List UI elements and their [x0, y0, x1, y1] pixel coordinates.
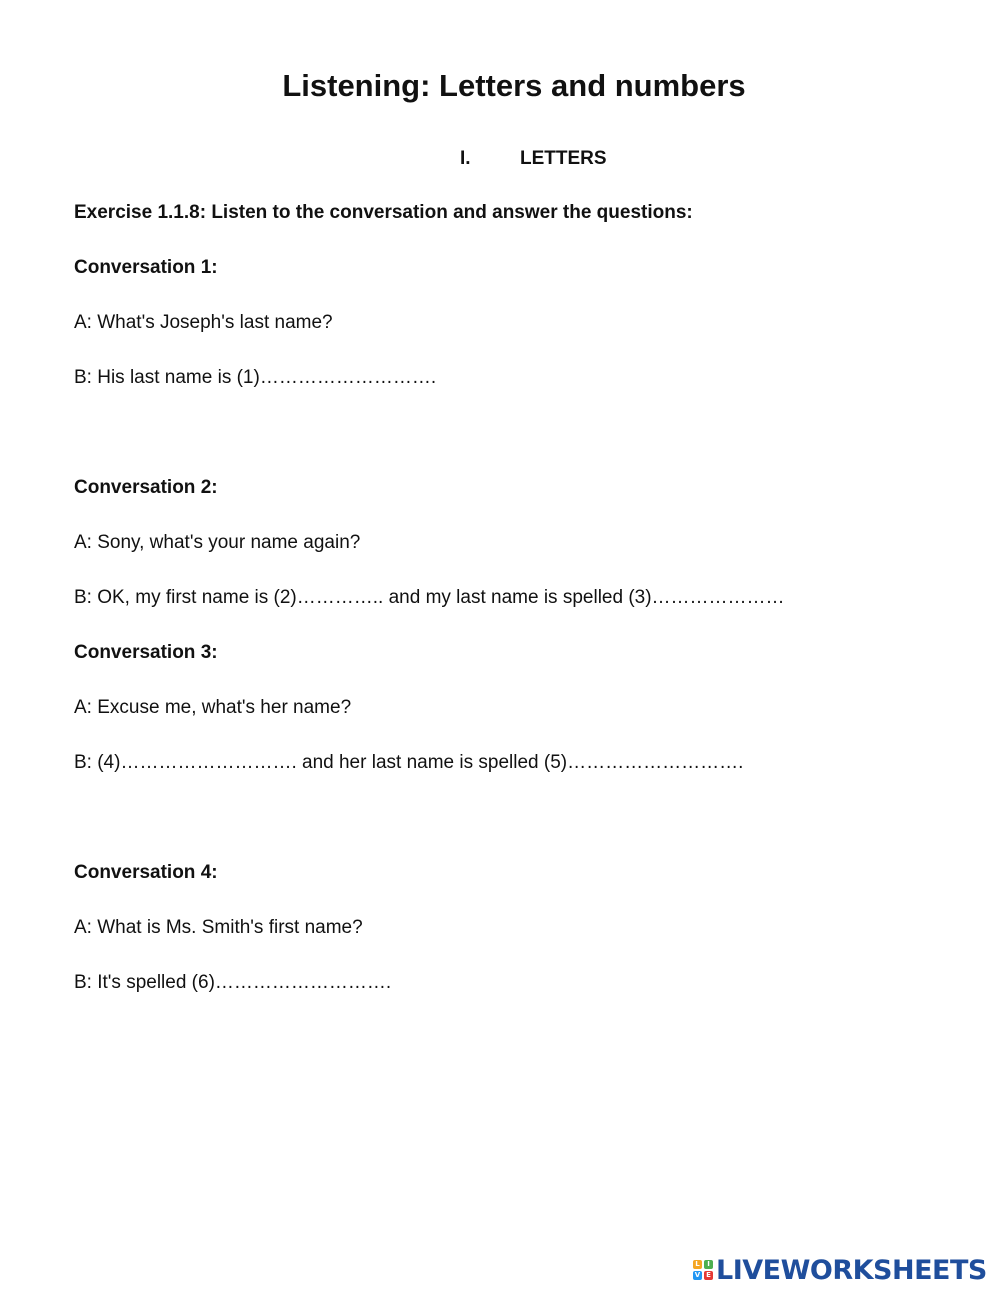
conversation-heading-2: Conversation 2:: [74, 477, 218, 498]
conversation-heading-3: Conversation 3:: [74, 642, 218, 663]
section-number: I.: [460, 148, 471, 169]
logo-mark-l: L: [693, 1260, 702, 1269]
logo-mark-e: E: [704, 1271, 713, 1280]
conversation-1-line-b[interactable]: B: His last name is (1)……………………….: [74, 367, 437, 388]
logo-mark-i: I: [704, 1260, 713, 1269]
liveworksheets-logo-icon: [693, 1260, 713, 1280]
logo-text: LIVEWORKSHEETS: [716, 1254, 987, 1286]
conversation-2-line-a: A: Sony, what's your name again?: [74, 532, 361, 553]
conversation-4-line-b[interactable]: B: It's spelled (6)……………………….: [74, 972, 392, 993]
conversation-3-line-a: A: Excuse me, what's her name?: [74, 697, 352, 718]
conversation-2-line-b[interactable]: B: OK, my first name is (2)………….. and my last name is spelled (3)…………………: [74, 587, 785, 608]
section-heading: [460, 148, 607, 170]
conversation-3-line-b[interactable]: B: (4)………………………. and her last name is spelled (5)……………………….: [74, 752, 744, 773]
liveworksheets-logo: [693, 1255, 987, 1285]
exercise-instruction: Exercise 1.1.8: Listen to the conversation and answer the questions:: [74, 202, 693, 223]
conversation-1-line-a: A: What's Joseph's last name?: [74, 312, 333, 333]
conversation-heading-4: Conversation 4:: [74, 862, 218, 883]
page-title: Listening: Letters and numbers: [282, 68, 746, 103]
section-label: LETTERS: [520, 148, 607, 169]
conversation-heading-1: Conversation 1:: [74, 257, 218, 278]
logo-mark-v: V: [694, 1271, 701, 1279]
conversation-4-line-a: A: What is Ms. Smith's first name?: [74, 917, 363, 938]
